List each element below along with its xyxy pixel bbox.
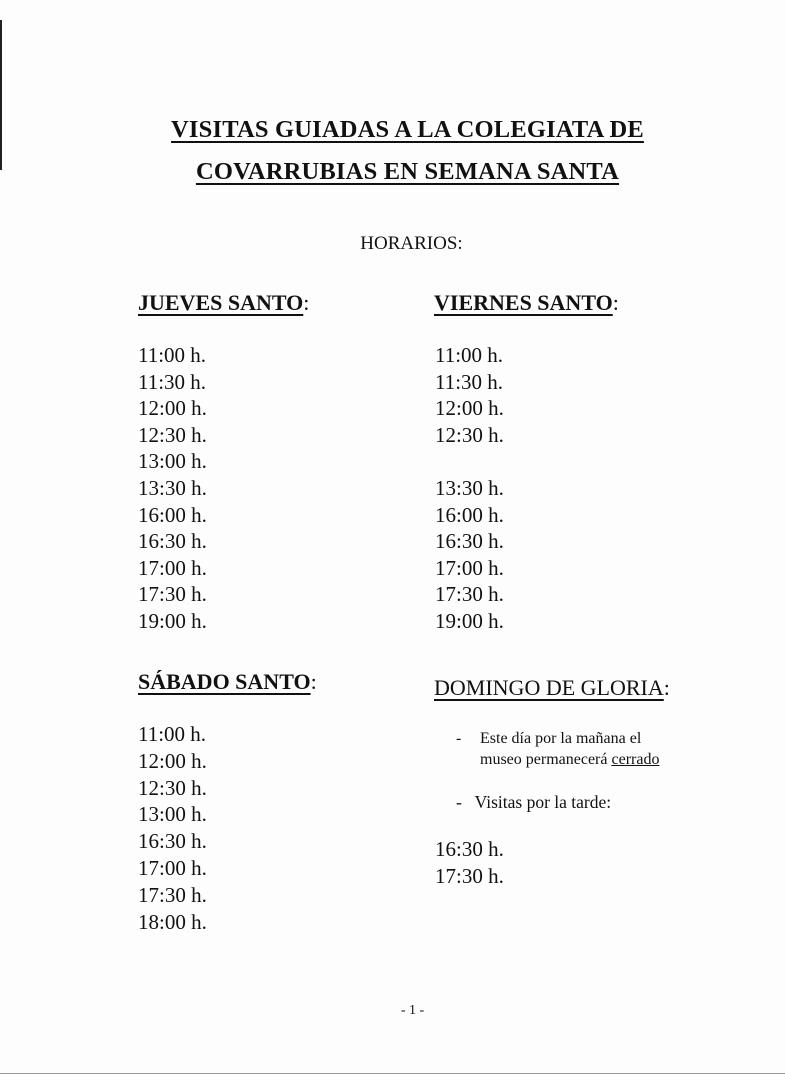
heading-domingo-label: DOMINGO DE GLORIA [434,675,664,700]
time-slot: 13:30 h. [138,475,207,500]
time-slot: 16:00 h. [435,502,504,527]
domingo-note-closed [456,728,696,772]
heading-sabado-label: SÁBADO SANTO [138,669,311,694]
note-closed-text [480,728,659,770]
note-dash: - [456,792,462,812]
time-slot: 11:00 h. [138,343,207,367]
time-slot: 13:00 h. [138,449,207,474]
time-slot: 17:00 h. [138,855,207,880]
heading-jueves [138,290,309,316]
times-jueves [138,342,207,635]
heading-colon: : [663,675,670,700]
heading-colon: : [612,290,619,315]
heading-viernes-label: VIERNES SANTO [434,290,613,315]
heading-viernes [434,290,619,316]
time-slot: 12:30 h. [435,422,504,447]
times-viernes-morning [435,342,504,448]
page-number: - 1 - [400,1003,425,1018]
time-slot: 11:30 h. [138,369,207,394]
heading-domingo [434,675,670,701]
time-slot: 11:30 h. [435,369,504,394]
note-closed-line2-prefix: museo permanecerá [480,751,608,768]
title-line-2: COVARRUBIAS EN SEMANA SANTA [195,158,620,185]
time-slot: 12:00 h. [435,396,504,421]
time-slot: 16:00 h. [138,502,207,527]
heading-sabado [138,669,317,695]
time-slot: 17:00 h. [435,555,504,580]
time-slot: 16:30 h. [435,529,504,554]
time-slot: 18:00 h. [138,909,207,934]
time-slot: 12:30 h. [138,422,207,447]
time-slot: 13:30 h. [435,476,504,500]
note-dash: - [456,730,462,747]
time-slot: 11:00 h. [435,343,504,367]
time-slot: 12:00 h. [138,396,207,421]
time-slot: 16:30 h. [138,529,207,554]
time-slot: 19:00 h. [435,608,504,633]
domingo-note-afternoon [456,792,611,813]
heading-jueves-label: JUEVES SANTO [138,290,304,315]
note-afternoon-text: Visitas por la tarde: [474,792,612,812]
time-slot: 17:00 h. [138,555,207,580]
time-slot: 12:30 h. [138,775,207,800]
time-slot: 16:30 h. [138,829,207,854]
time-slot: 17:30 h. [435,582,504,607]
time-slot: 13:00 h. [138,802,207,827]
subtitle: HORARIOS: [360,233,463,254]
times-domingo [435,836,504,889]
note-closed-underlined: cerrado [611,751,660,768]
time-slot: 17:30 h. [138,882,207,907]
heading-colon: : [303,290,310,315]
time-slot: 17:30 h. [138,582,207,607]
time-slot: 16:30 h. [435,837,504,861]
scan-edge [0,20,2,170]
note-closed-line1: Este día por la mañana el [480,730,642,747]
heading-colon: : [310,669,317,694]
scan-edge [0,1073,785,1074]
time-slot: 12:00 h. [138,748,207,773]
times-sabado [138,721,207,935]
time-slot: 17:30 h. [435,863,504,888]
time-slot: 19:00 h. [138,608,207,633]
time-slot: 11:00 h. [138,722,207,746]
title-line-1: VISITAS GUIADAS A LA COLEGIATA DE [171,116,644,143]
times-viernes-afternoon [435,475,504,635]
